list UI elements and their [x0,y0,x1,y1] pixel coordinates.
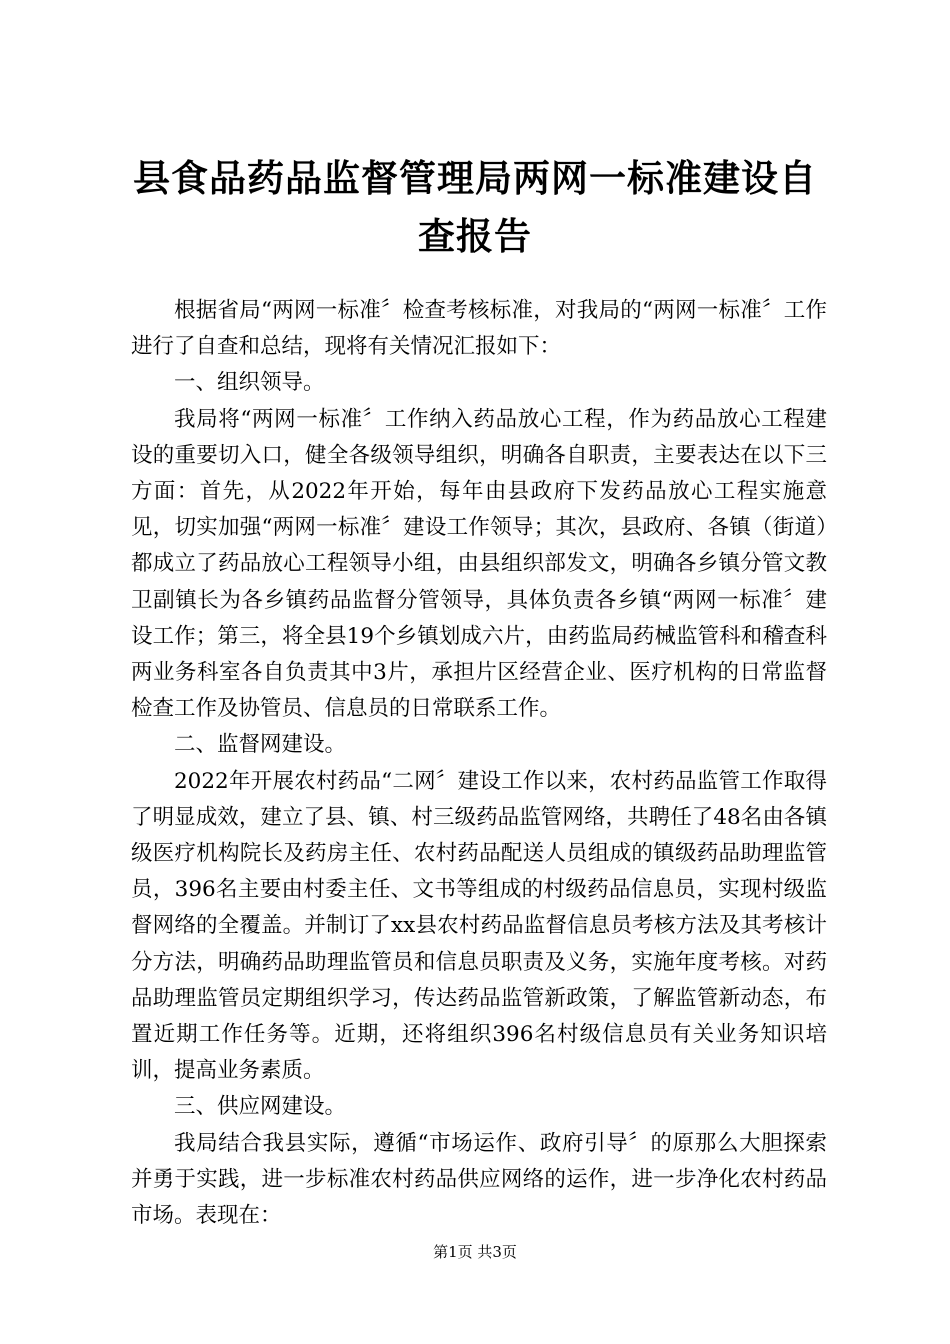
paragraph-supervision-network: 2022年开展农村药品“二网〞建设工作以来，农村药品监管工作取得了明显成效，建立了县、镇、村三级药品监管网络，共聘任了48名由各镇级医疗机构院长及药房主任、农村药品配送人员组成的镇级药品助理监管员，396名主要由村委主任、文书等组成的村级药品信息员，实现村级监督网络的全覆盖。并制订了xx县农村药品监督信息员考核方法及其考核计分方法，明确药品助理监管员和信息员职责及义务，实施年度考核。对药品助理监管员定期组织学习，传达药品监管新政策，了解监管新动态，布置近期工作任务等。近期，还将组织396名村级信息员有关业务知识培训，提高业务素质。 [131,768,827,1084]
page-footer: 第1页 共3页 [433,1243,517,1261]
paragraph-supply-network: 我局结合我县实际，遵循“市场运作、政府引导〞的原那么大胆探索并勇于实践，进一步标准农村药品供应网络的运作，进一步净化农村药品市场。表现在： [131,1130,827,1229]
document-title: 县食品药品监督管理局两网一标准建设自查报告 [133,157,817,258]
section-heading-organization: 一、组织领导。 [174,370,325,396]
document-body [131,293,827,1234]
section-heading-supply-network: 三、供应网建设。 [174,1094,347,1120]
paragraph-intro: 根据省局“两网一标准〞检查考核标准，对我局的“两网一标准〞工作进行了自查和总结，现将有关情况汇报如下： [131,298,827,360]
section-heading-supervision-network: 二、监督网建设。 [174,732,347,758]
paragraph-organization: 我局将“两网一标准〞工作纳入药品放心工程，作为药品放心工程建设的重要切入口，健全各级领导组织，明确各自职责，主要表达在以下三方面：首先，从2022年开始，每年由县政府下发药品放心工程实施意见，切实加强“两网一标准〞建设工作领导；其次，县政府、各镇（街道）都成立了药品放心工程领导小组，由县组织部发文，明确各乡镇分管文教卫副镇长为各乡镇药品监督分管领导，具体负责各乡镇“两网一标准〞建设工作；第三，将全县19个乡镇划成六片，由药监局药械监管科和稽查科两业务科室各自负责其中3片，承担片区经营企业、医疗机构的日常监督检查工作及协管员、信息员的日常联系工作。 [131,406,827,722]
